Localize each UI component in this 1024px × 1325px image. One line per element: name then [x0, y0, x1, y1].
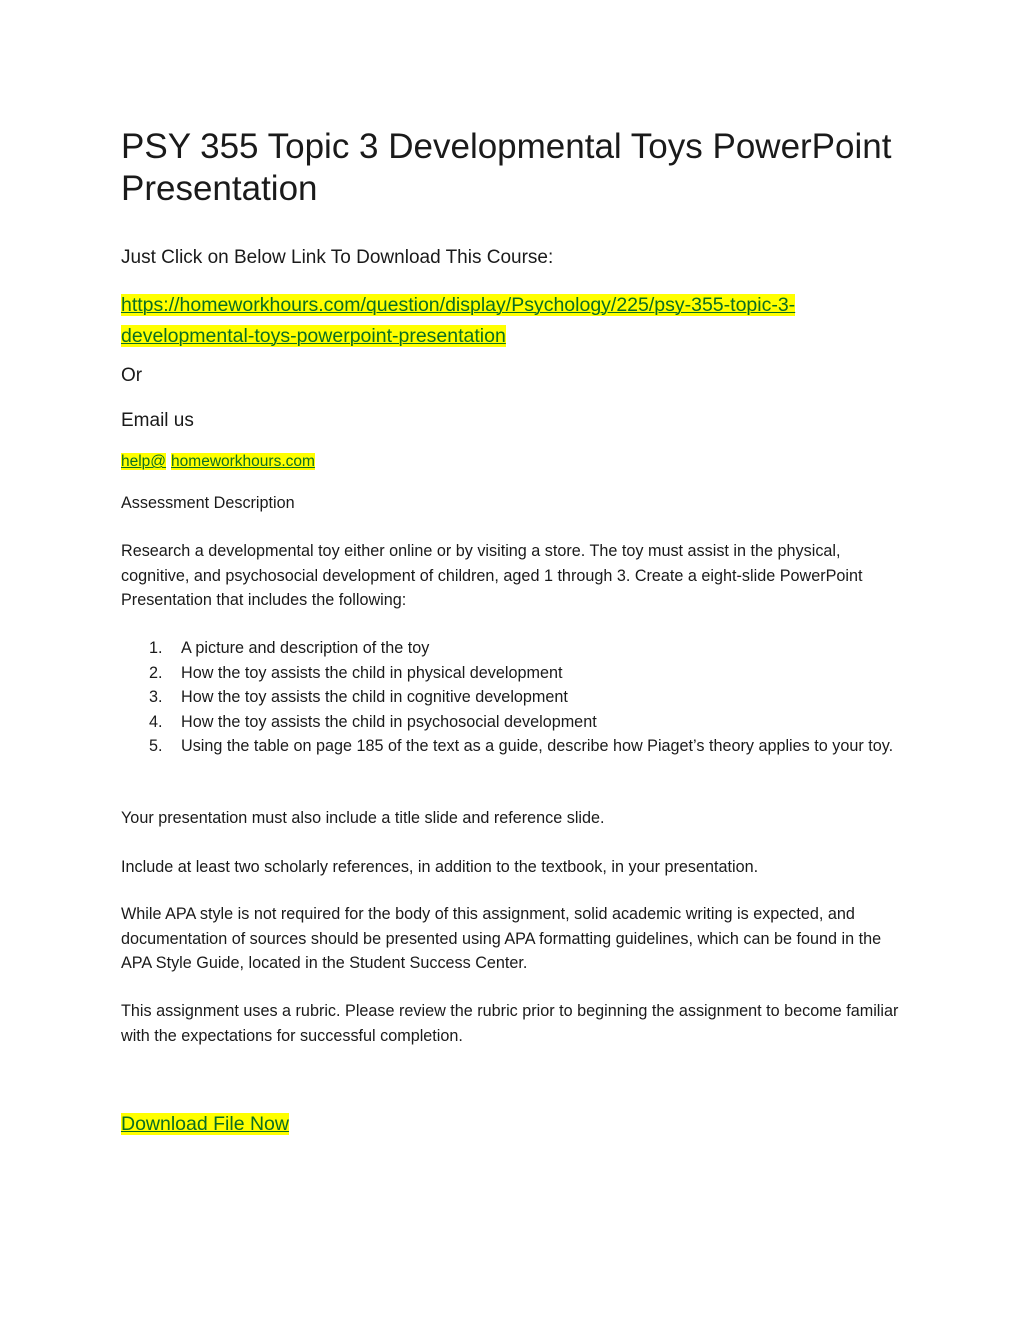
- list-item-text: How the toy assists the child in psychosocial development: [181, 712, 597, 731]
- download-file-link[interactable]: [121, 1111, 289, 1137]
- download-intro: Just Click on Below Link To Download This Course:: [121, 247, 554, 268]
- requirements-list: [121, 636, 911, 759]
- or-label: Or: [121, 365, 143, 386]
- email-link-user[interactable]: help@: [121, 453, 167, 470]
- email-us-label: Email us: [121, 410, 194, 431]
- rubric-paragraph: This assignment uses a rubric. Please review the rubric prior to beginning the assignment to become familiar with the expectations for successful completion.: [121, 1002, 899, 1045]
- document-title: PSY 355 Topic 3 Developmental Toys PowerPoint Presentation: [121, 127, 892, 208]
- references-paragraph: Include at least two scholarly references, in addition to the textbook, in your presentation.: [121, 858, 759, 876]
- list-item-text: How the toy assists the child in cognitive development: [181, 688, 568, 706]
- assessment-heading: Assessment Description: [121, 494, 295, 512]
- list-item-text: Using the table on page 185 of the text as a guide, describe how Piaget’s theory applies to your toy.: [181, 737, 894, 755]
- research-paragraph: Research a developmental toy either online or by visiting a store. The toy must assist in the physical, cognitive, and psychosocial development of children, aged 1 through 3. Create a eight-slide PowerPoint Presentation that includes the following:: [121, 542, 863, 609]
- list-item: [121, 710, 911, 735]
- list-item-number: 3.: [149, 688, 163, 706]
- list-item-number: 2.: [149, 663, 163, 682]
- list-item-number: 1.: [149, 639, 163, 657]
- course-link-line-1[interactable]: https://homeworkhours.com/question/display/Psychology/225/psy-355-topic-3-: [121, 294, 796, 316]
- download-file-label[interactable]: Download File Now: [121, 1113, 289, 1135]
- list-item-text: How the toy assists the child in physical development: [181, 663, 563, 682]
- list-item-number: 5.: [149, 737, 163, 755]
- list-item-text: A picture and description of the toy: [181, 639, 430, 657]
- list-item: [121, 661, 911, 686]
- list-item: [121, 685, 911, 710]
- email-address[interactable]: [121, 452, 315, 472]
- list-item: [121, 636, 911, 661]
- course-link-line-2[interactable]: developmental-toys-powerpoint-presentation: [121, 325, 506, 347]
- apa-paragraph: While APA style is not required for the body of this assignment, solid academic writing is expected, and documentation of sources should be presented using APA formatting guidelines, which can be found in the APA Style Guide, located in the Student Success Center.: [121, 905, 882, 972]
- presentation-paragraph: Your presentation must also include a title slide and reference slide.: [121, 809, 605, 827]
- list-item: [121, 734, 911, 759]
- email-link-domain[interactable]: homeworkhours.com: [171, 453, 315, 470]
- course-link[interactable]: [121, 290, 911, 352]
- list-item-number: 4.: [149, 712, 163, 731]
